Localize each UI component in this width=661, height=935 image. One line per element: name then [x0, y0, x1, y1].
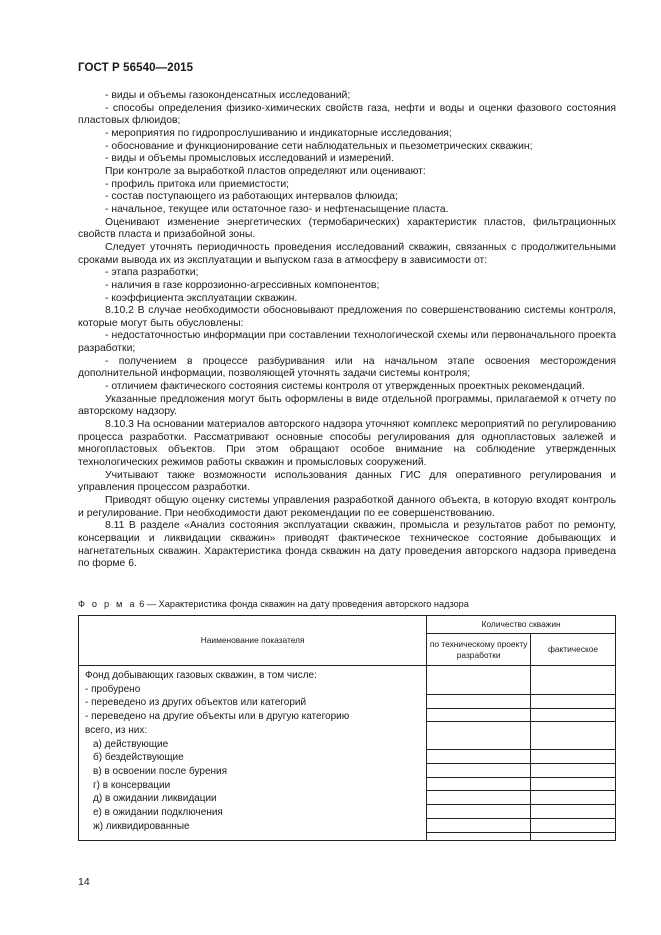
body-text [78, 90, 616, 571]
form-caption: 6 — Характеристика фонда скважин на дату проведения авторского надзора [139, 599, 469, 609]
table-cell [531, 721, 615, 749]
list-item: - недостаточностью информации при составлении технологической схемы или первоначального проекта разработки; [78, 330, 616, 355]
form-label: Ф о р м а [78, 599, 137, 609]
table-cell [427, 708, 530, 722]
table-row-label: всего, из них: [85, 724, 148, 736]
table-row-label: а) действующие [93, 738, 169, 750]
list-item: - получением в процессе разбуривания или на начальном этапе освоения месторождения дополнительной информации, позволяющей уточнять задачи системы контроля; [78, 355, 616, 380]
list-item: - отличием фактического состояния системы контроля от утвержденных проектных рекомендаций. [105, 381, 585, 393]
table-cell [531, 777, 615, 791]
table-cell [427, 666, 530, 694]
list-item: - способы определения физико-химических свойств газа, нефти и воды и оценки фазового состояния пластовых флюидов; [78, 102, 616, 127]
table-row-label: б) бездействующие [93, 752, 184, 764]
table-cell [427, 694, 530, 708]
paragraph: Следует уточнять периодичность проведения исследований скважин, связанных с продолжительными сроками вывода их из эксплуатации и выпуском газа в атмосферу в зависимости от: [78, 241, 616, 266]
table-cell [531, 749, 615, 763]
list-item: - профиль притока или приемистости; [105, 178, 290, 190]
paragraph: 8.10.2 В случае необходимости обосновывают предложения по совершенствованию системы контроля, которые могут быть обусловлены: [78, 305, 616, 329]
list-item: - наличия в газе коррозионно-агрессивных компонентов; [105, 279, 380, 291]
table-cell [427, 804, 530, 818]
header-by-project: по техническому проекту разработки [427, 634, 531, 666]
table-row-label: г) в консервации [93, 779, 171, 791]
table-cell [427, 832, 530, 840]
table-cell [531, 818, 615, 832]
table-cell [427, 721, 530, 749]
table-cell [531, 666, 615, 694]
list-item: - состав поступающего из работающих интервалов флюида; [105, 191, 398, 203]
table-cell [531, 708, 615, 722]
table-row-label: е) в ожидании подключения [93, 807, 223, 819]
page-number: 14 [78, 876, 90, 888]
table-cell [427, 818, 530, 832]
header-indicator-name: Наименование показателя [79, 616, 427, 666]
project-value-cells [427, 666, 531, 841]
paragraph: При контроле за выработкой пластов определяют или оценивают: [105, 165, 426, 177]
list-item: - виды и объемы промысловых исследований и измерений. [105, 153, 394, 165]
table-cell [531, 694, 615, 708]
table-row-label: - переведено на другие объекты или в другую категорию [85, 711, 350, 723]
document-code: ГОСТ Р 56540—2015 [78, 62, 194, 74]
table-row-label: в) в освоении после бурения [93, 765, 228, 777]
list-item: - обоснование и функционирование сети наблюдательных и пьезометрических скважин; [105, 140, 533, 152]
table-cell [531, 832, 615, 840]
paragraph: 8.10.3 На основании материалов авторского надзора уточняют комплекс мероприятий по регулированию процесса разработки. Рассматривают основные способы регулирования для однопластовых залежей и многопластовых объектов. При этом обращают особое внимание на соблюдение утвержденных технологических режимов работы скважин и промысловых сооружений. [78, 419, 616, 469]
form-title [78, 599, 469, 609]
table-row-label: ж) ликвидированные [93, 820, 190, 832]
table-row-label: Фонд добывающих газовых скважин, в том числе: [85, 670, 317, 681]
paragraph: Приводят общую оценку системы управления разработкой данного объекта, в которую входят контроль и регулирование. При необходимости дают рекомендации по ее совершенствованию. [78, 495, 616, 519]
paragraph: Оценивают изменение энергетических (термобарических) характеристик пластов, фильтрационных свойств пласта и призабойной зоны. [78, 216, 616, 241]
header-well-count: Количество скважин [427, 616, 616, 634]
paragraph: Указанные предложения могут быть оформлены в виде отдельной программы, прилагаемой к отчету по авторскому надзору. [78, 393, 616, 418]
table-row-label: д) в ожидании ликвидации [93, 793, 217, 805]
table-row-label: - переведено из других объектов или категорий [85, 697, 307, 709]
actual-value-cells [531, 666, 616, 841]
table-cell [531, 804, 615, 818]
list-item: - мероприятия по гидропрослушиванию и индикаторные исследования; [105, 127, 452, 139]
table-cell [531, 790, 615, 804]
paragraph: 8.11 В разделе «Анализ состояния эксплуатации скважин, промысла и результатов работ по ремонту, консервации и ликвидации скважин» приводят фактическое техническое состояние добывающих и нагнетательных скважин. Характеристика фонда скважин на дату проведения авторского надзора приведена по форме 6. [78, 520, 616, 570]
list-item: - виды и объемы газоконденсатных исследований; [105, 90, 351, 101]
table-cell [427, 763, 530, 777]
table-cell [427, 749, 530, 763]
table-cell [531, 763, 615, 777]
list-item: - этапа разработки; [105, 267, 199, 279]
table-cell [427, 790, 530, 804]
form-table [78, 615, 616, 841]
table-cell [427, 777, 530, 791]
indicator-list [79, 666, 427, 841]
list-item: - начальное, текущее или остаточное газо- и нефтенасыщение пласта. [105, 203, 449, 215]
paragraph: Учитывают также возможности использования данных ГИС для оперативного регулирования и управления процессом разработки. [78, 469, 616, 494]
table-row-label: - пробурено [85, 683, 141, 695]
list-item: - коэффициента эксплуатации скважин. [105, 292, 298, 304]
header-actual: фактическое [531, 634, 616, 666]
